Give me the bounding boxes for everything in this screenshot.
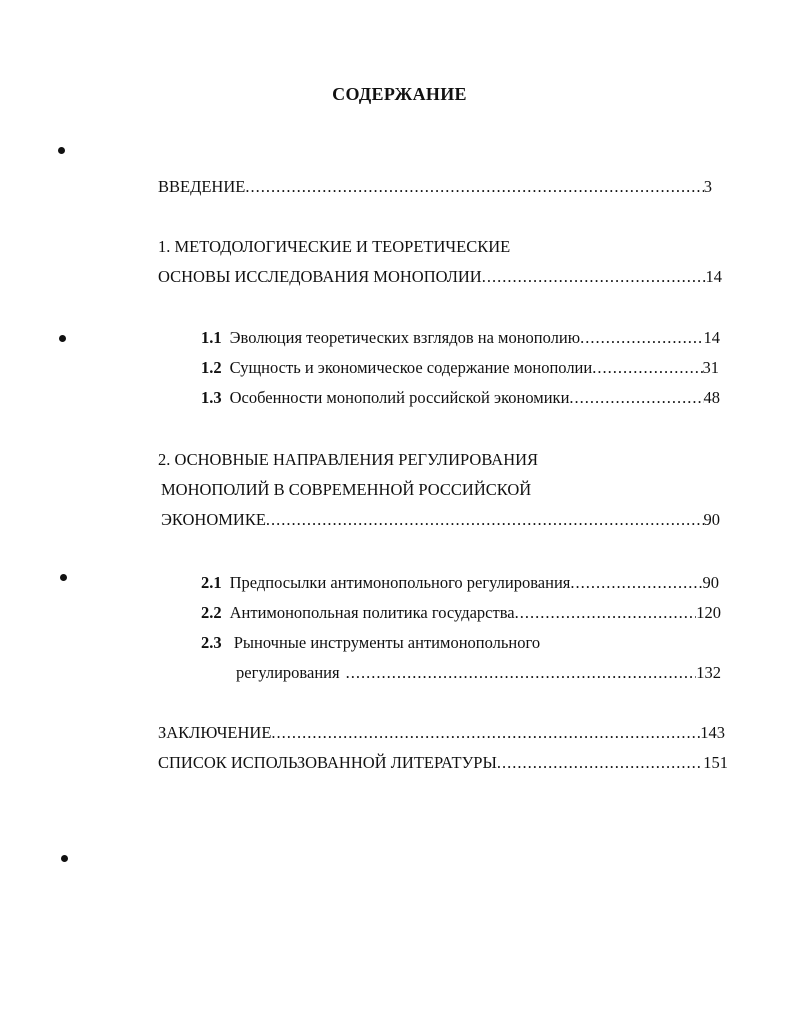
page-title: СОДЕРЖАНИЕ — [332, 84, 467, 104]
toc-page-number: 3 — [703, 177, 712, 196]
chapter-title-line: МОНОПОЛИЙ В СОВРЕМЕННОЙ РОССИЙСКОЙ — [161, 480, 532, 499]
section-number: 2.3 — [201, 633, 222, 652]
toc-leader — [515, 602, 697, 624]
section-2-3-heading — [201, 632, 540, 654]
toc-entry-chapter-1 — [158, 266, 722, 288]
toc-entry-section-1-3 — [201, 387, 720, 409]
toc-page-number: 120 — [696, 603, 721, 622]
chapter-title-line: ЭКОНОМИКЕ — [161, 510, 266, 529]
section-title: Рыночные инструменты антимонопольного — [233, 633, 541, 652]
toc-label: ВВЕДЕНИЕ — [158, 177, 246, 196]
toc-leader — [271, 722, 700, 744]
margin-bullet — [59, 335, 66, 342]
toc-page-number: 90 — [702, 573, 719, 592]
section-title: Предпосылки антимонопольного регулирования — [229, 573, 571, 592]
toc-entry-intro — [158, 176, 712, 198]
toc-leader — [245, 176, 703, 198]
chapter-title-line: ОСНОВЫ ИССЛЕДОВАНИЯ МОНОПОЛИИ — [158, 267, 482, 286]
section-number: 2.1 — [201, 573, 222, 592]
toc-page-number: 143 — [700, 723, 725, 742]
toc-leader — [346, 662, 697, 684]
section-title: Особенности монополий российской экономики — [229, 388, 570, 407]
toc-entry-section-2-2 — [201, 602, 721, 624]
toc-label: ЗАКЛЮЧЕНИЕ — [158, 723, 272, 742]
toc-entry-section-2-3 — [236, 662, 721, 684]
toc-leader — [266, 509, 704, 531]
chapter-1-heading — [158, 236, 510, 258]
toc-leader — [569, 387, 703, 409]
toc-page-number: 48 — [703, 388, 720, 407]
section-title: Сущность и экономическое содержание монополии — [229, 358, 593, 377]
toc-entry-section-2-1 — [201, 572, 719, 594]
toc-entry-conclusion — [158, 722, 725, 744]
margin-bullet — [61, 855, 68, 862]
toc-label: СПИСОК ИСПОЛЬЗОВАННОЙ ЛИТЕРАТУРЫ — [158, 753, 497, 772]
chapter-title-line: ОСНОВНЫЕ НАПРАВЛЕНИЯ РЕГУЛИРОВАНИЯ — [174, 450, 539, 469]
toc-entry-bibliography — [158, 752, 728, 774]
toc-page-number: 31 — [702, 358, 719, 377]
section-number: 2.2 — [201, 603, 222, 622]
section-number: 1.1 — [201, 328, 222, 347]
toc-entry-section-1-1 — [201, 327, 720, 349]
toc-entry-chapter-2 — [161, 509, 720, 531]
section-title: Антимонопольная политика государства — [229, 603, 515, 622]
chapter-2-heading — [158, 449, 538, 471]
toc-leader — [592, 357, 702, 379]
toc-leader — [570, 572, 702, 594]
chapter-2-title-line-2 — [161, 479, 531, 501]
toc-leader — [580, 327, 703, 349]
toc-entry-section-1-2 — [201, 357, 719, 379]
margin-bullet — [60, 574, 67, 581]
section-title: Эволюция теоретических взглядов на монополию — [229, 328, 581, 347]
section-number: 1.3 — [201, 388, 222, 407]
section-number: 1.2 — [201, 358, 222, 377]
toc-page-number: 151 — [703, 753, 728, 772]
margin-bullet — [58, 147, 65, 154]
chapter-number: 1. — [158, 237, 171, 256]
chapter-number: 2. — [158, 450, 171, 469]
toc-page-number: 14 — [705, 267, 722, 286]
toc-leader — [482, 266, 706, 288]
toc-leader — [497, 752, 703, 774]
toc-page-number: 90 — [703, 510, 720, 529]
toc-page-number: 14 — [703, 328, 720, 347]
section-title: регулирования — [236, 663, 340, 682]
chapter-title-line: МЕТОДОЛОГИЧЕСКИЕ И ТЕОРЕТИЧЕСКИЕ — [174, 237, 511, 256]
toc-page-number: 132 — [696, 663, 721, 682]
